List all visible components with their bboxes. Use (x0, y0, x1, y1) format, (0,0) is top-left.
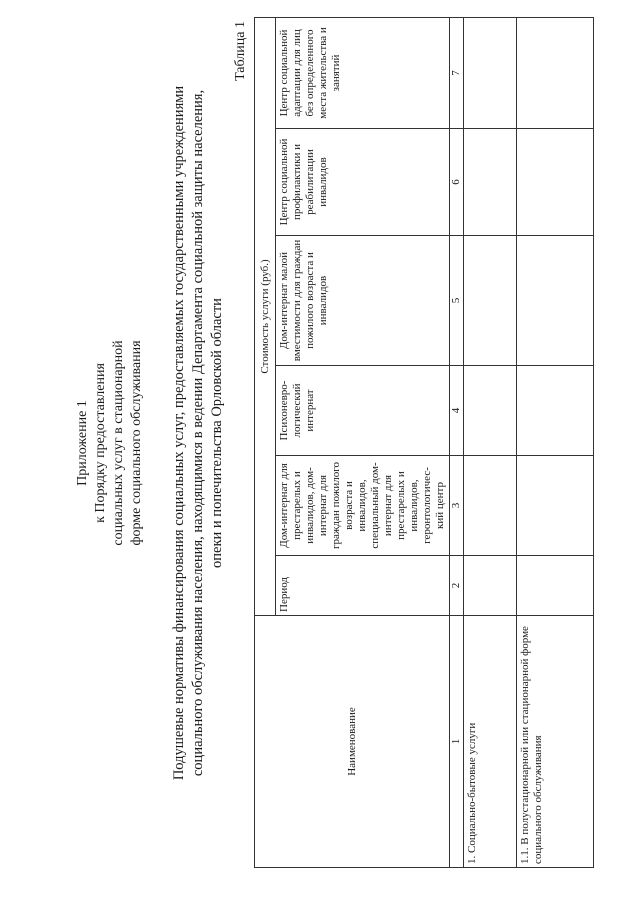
title-line-3: опеки и попечительства Орловской области (209, 297, 225, 568)
column-number: 2 (450, 555, 464, 615)
column-number: 3 (450, 455, 464, 555)
header-col4: Психоневро-логический интернат (276, 365, 450, 455)
document-title (170, 23, 227, 843)
table-cell (517, 17, 594, 128)
column-number: 5 (450, 235, 464, 365)
table-cell (464, 555, 517, 615)
table-cell (464, 128, 517, 235)
header-col7: Центр социальной адаптации для лиц без определенного места жительства и занятий (276, 17, 450, 128)
rotated-sheet (40, 13, 600, 873)
header-col6: Центр социальной профилактики и реабилитации инвалидов (276, 128, 450, 235)
header-col5: Дом-интернат малой вместимости для граждан пожилого возраста и инвалидов (276, 235, 450, 365)
table-cell (517, 128, 594, 235)
table-cell (464, 235, 517, 365)
table-header-row-cost (255, 17, 276, 867)
header-period: Период (276, 555, 450, 615)
appendix-line-3: социальных услуг в стационарной (111, 339, 126, 546)
column-number: 7 (450, 17, 464, 128)
table-cell (517, 555, 594, 615)
row-name: 1.1. В полустационарной или стационарной форме социального обслуживания (517, 615, 594, 867)
table-cell (517, 235, 594, 365)
title-line-1: Подушевые нормативы финансирования социальных услуг, предоставляемых государственными учреждениями (171, 85, 187, 780)
header-col3: Дом-интернат для престарелых и инвалидов, дом-интернат для граждан пожилого возраста и инвалидов, специальный дом-интернат для престарелых и инвалидов, геронтологичес-кий центр (276, 455, 450, 555)
norms-table (254, 16, 594, 867)
appendix-line-4: форме социального обслуживания (129, 339, 144, 546)
table-row (464, 17, 517, 867)
table-cell (464, 455, 517, 555)
column-numbers-row (450, 17, 464, 867)
column-number: 4 (450, 365, 464, 455)
table-cell (517, 455, 594, 555)
title-line-2: социального обслуживания населения, находящимися в ведении Департамента социальной защиты населения, (190, 89, 206, 776)
table-cell (517, 365, 594, 455)
column-number: 6 (450, 128, 464, 235)
column-number: 1 (450, 615, 464, 867)
table-row (517, 17, 594, 867)
table-cell (464, 17, 517, 128)
appendix-line-2: к Порядку предоставления (93, 362, 108, 523)
appendix-header (74, 163, 146, 723)
table-cell (464, 365, 517, 455)
header-cost: Стоимость услуги (руб.) (255, 17, 276, 615)
table-label: Таблица 1 (233, 20, 248, 81)
appendix-line-1: Приложение 1 (75, 399, 90, 486)
header-name: Наименование (255, 615, 450, 867)
row-name: 1. Социально-бытовые услуги (464, 615, 517, 867)
